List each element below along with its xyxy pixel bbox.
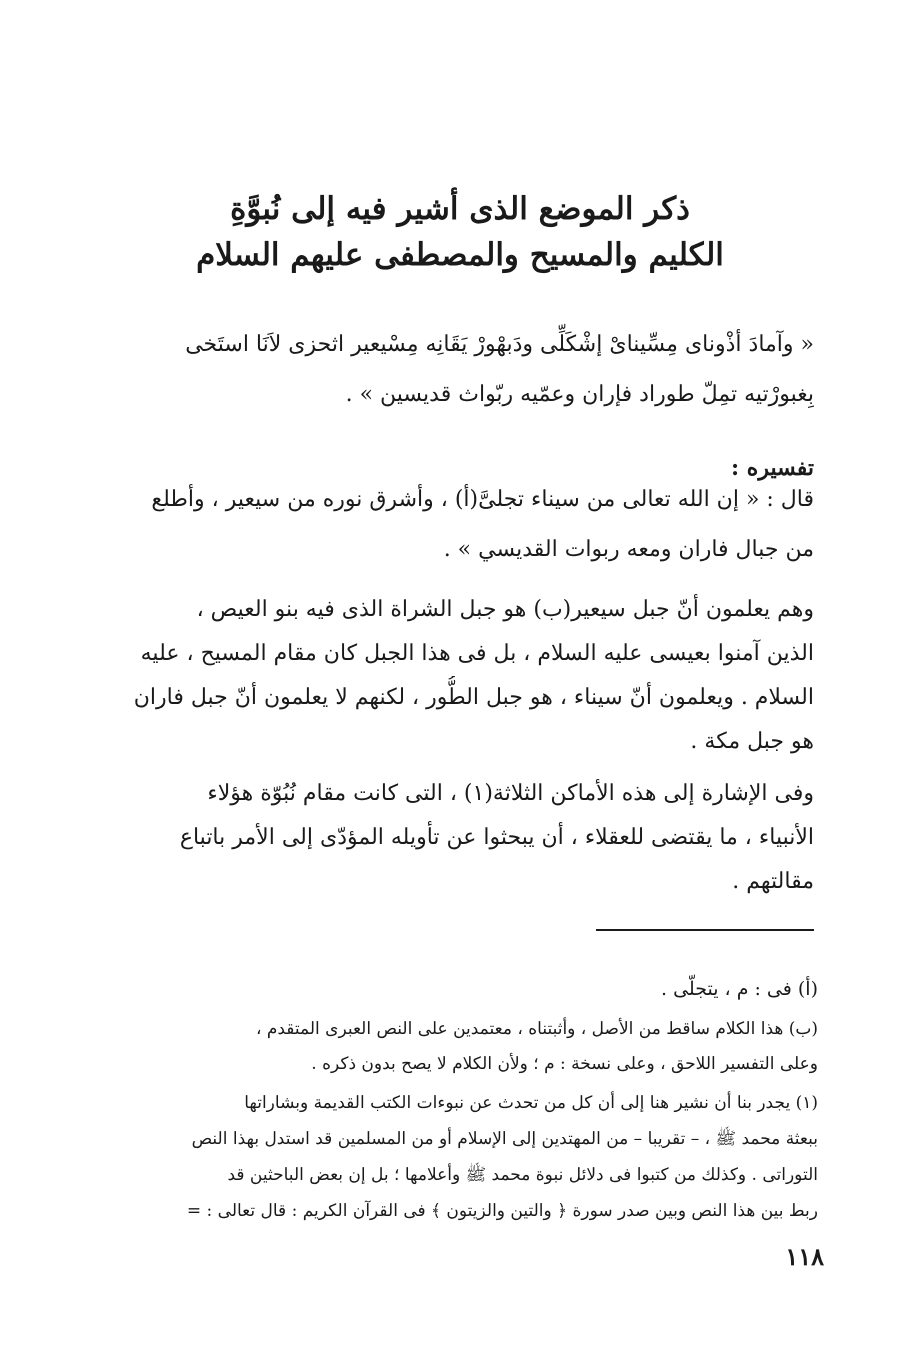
- quote-line: بِغبورْتيه تمِلّ طوراد فإران وعمّيه ربّواث قديسين » .: [345, 382, 814, 407]
- footnote-b: [100, 1012, 818, 1082]
- paragraph-line: الذين آمنوا بعيسى عليه السلام ، بل فى هذا الجبل كان مقام المسيح ، عليه: [140, 641, 814, 666]
- footnote-line: ببعثة محمد ﷺ ، – تقريبا – من المهتدين إلى الإسلام أو من المسلمين قد استدل بهذا النص: [191, 1129, 818, 1149]
- footnote-line: وعلى التفسير اللاحق ، وعلى نسخة : م ؛ ولأن الكلام لا يصح بدون ذكره .: [311, 1054, 818, 1074]
- paragraph-translation: [92, 475, 814, 575]
- paragraph-mountains: [92, 588, 814, 764]
- tafsir-heading: تفسيره :: [731, 455, 814, 481]
- paragraph-line: من جبال فاران ومعه ربوات القديسي » .: [443, 537, 814, 562]
- footnote-a: (أ) فى : م ، يتجلّى .: [660, 978, 818, 1000]
- paragraph-line: وهم يعلمون أنّ جبل سيعير(ب) هو جبل الشراة الذى فيه بنو العيص ،: [196, 597, 814, 622]
- hebrew-quote-block: [92, 320, 814, 420]
- paragraph-line: وفى الإشارة إلى هذه الأماكن الثلاثة(١) ، التى كانت مقام نُبُوّة هؤلاء: [207, 781, 814, 806]
- footnote-line: ربط بين هذا النص وبين صدر سورة ﴿ والتين والزيتون ﴾ فى القرآن الكريم : قال تعالى : =: [186, 1201, 818, 1221]
- paragraph-three-places: [92, 772, 814, 904]
- paragraph-line: قال : « إن الله تعالى من سيناء تجلىَّ(أ) ، وأشرق نوره من سيعير ، وأطلع: [151, 487, 814, 512]
- paragraph-line: هو جبل مكة .: [690, 729, 814, 754]
- chapter-title-line-1: ذكر الموضع الذى أشير فيه إلى نُبوَّةِ: [230, 191, 690, 227]
- paragraph-line: الأنبياء ، ما يقتضى للعقلاء ، أن يبحثوا عن تأويله المؤدّى إلى الأمر باتباع: [179, 825, 814, 850]
- chapter-title-line-2: الكليم والمسيح والمصطفى عليهم السلام: [196, 237, 724, 273]
- footnote-1: [100, 1085, 818, 1229]
- paragraph-line: مقالتهم .: [732, 869, 814, 894]
- paragraph-line: السلام . ويعلمون أنّ سيناء ، هو جبل الطُّور ، لكنهم لا يعلمون أنّ جبل فاران: [133, 685, 814, 710]
- footnote-line: (١) يجدر بنا أن نشير هنا إلى أن كل من تحدث عن نبوءات الكتب القديمة وبشاراتها: [244, 1093, 818, 1113]
- footnote-line: التوراتى . وكذلك من كتبوا فى دلائل نبوة محمد ﷺ وأعلامها ؛ بل إن بعض الباحثين قد: [227, 1165, 818, 1185]
- page-number: ١١٨: [785, 1242, 824, 1271]
- quote-line: « وآمادَ أذْوناى مِسِّيناىْ إشْكَلِّى ودَبهْورْ يَقَانِه مِسْيعير اثحزى لاَنَا استَخى: [185, 332, 814, 357]
- footnote-divider: [596, 929, 814, 931]
- footnote-line: (ب) هذا الكلام ساقط من الأصل ، وأثبتناه ، معتمدين على النص العبرى المتقدم ،: [255, 1019, 818, 1039]
